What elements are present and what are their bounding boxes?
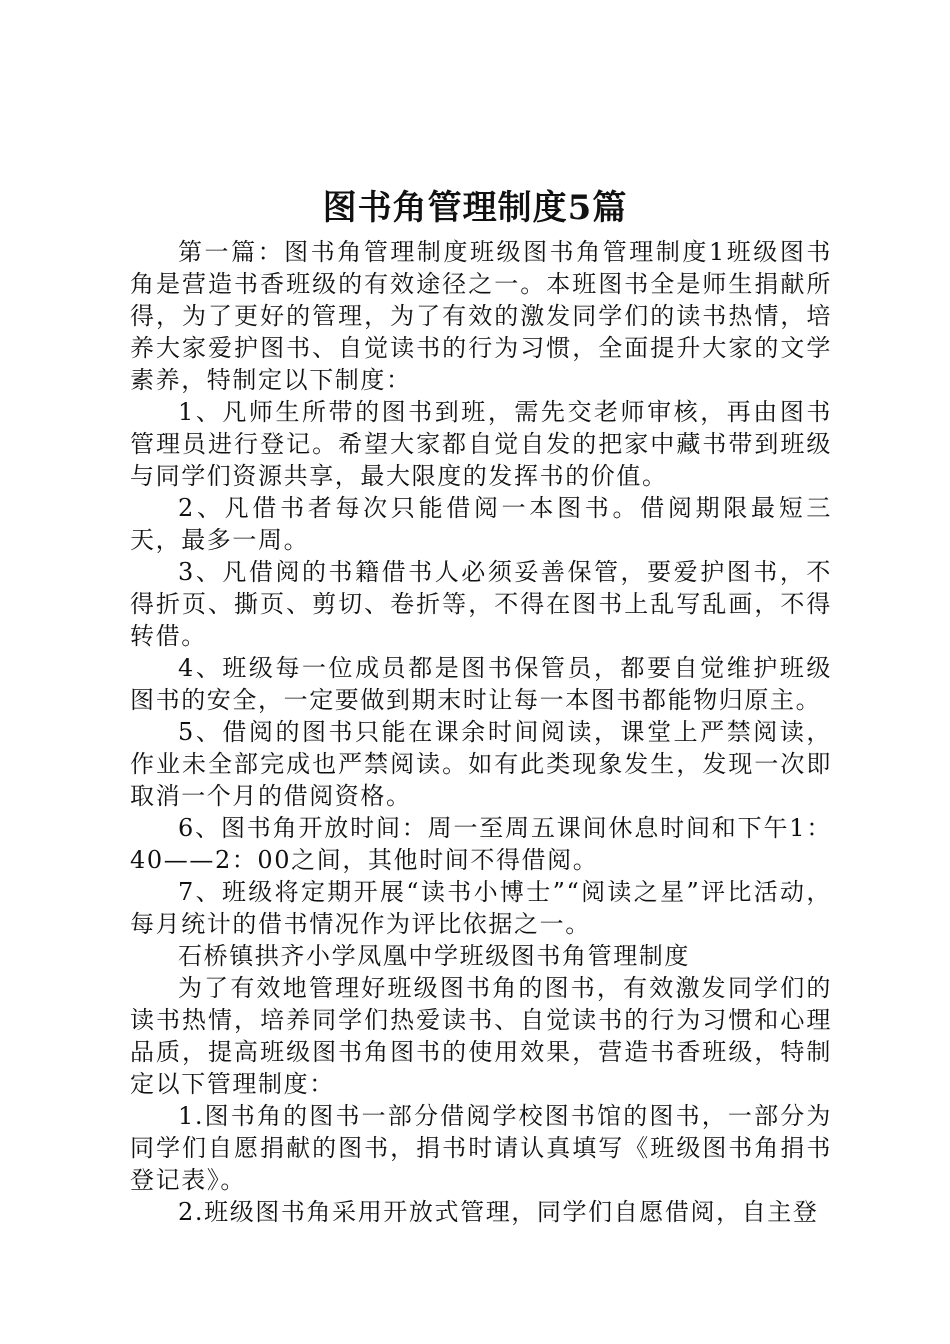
section-heading: 石桥镇拱齐小学凤凰中学班级图书角管理制度 [178, 942, 690, 970]
paragraph-rule-7: 7、班级将定期开展“读书小博士”“阅读之星”评比活动，每月统计的借书情况作为评比依据之一。 [130, 878, 832, 938]
document-body [130, 236, 832, 1228]
paragraph-rule-5: 5、借阅的图书只能在课余时间阅读，课堂上严禁阅读，作业未全部完成也严禁阅读。如有此类现象发生，发现一次即取消一个月的借阅资格。 [130, 718, 832, 810]
paragraph-rule-3: 3、凡借阅的书籍借书人必须妥善保管，要爱护图书，不得折页、撕页、剪切、卷折等，不得在图书上乱写乱画，不得转借。 [130, 558, 832, 650]
paragraph-rule-2: 2、凡借书者每次只能借阅一本图书。借阅期限最短三天，最多一周。 [130, 494, 832, 554]
paragraph-rule-4: 4、班级每一位成员都是图书保管员，都要自觉维护班级图书的安全，一定要做到期末时让每一本图书都能物归原主。 [130, 654, 832, 714]
paragraph-section-intro: 为了有效地管理好班级图书角的图书，有效激发同学们的读书热情，培养同学们热爱读书、自觉读书的行为习惯和心理品质，提高班级图书角图书的使用效果，营造书香班级，特制定以下管理制度： [130, 974, 832, 1098]
document-title: 图书角管理制度5篇 [322, 188, 628, 228]
paragraph-rule-1: 1、凡师生所带的图书到班，需先交老师审核，再由图书管理员进行登记。希望大家都自觉自发的把家中藏书带到班级与同学们资源共享，最大限度的发挥书的价值。 [130, 398, 832, 490]
paragraph-section-rule-1: 1.图书角的图书一部分借阅学校图书馆的图书，一部分为同学们自愿捐献的图书，捐书时请认真填写《班级图书角捐书登记表》。 [130, 1102, 832, 1194]
paragraph-rule-6: 6、图书角开放时间：周一至周五课间休息时间和下午1：40——2：00之间，其他时间不得借阅。 [130, 814, 832, 874]
paragraph-intro: 第一篇：图书角管理制度班级图书角管理制度1班级图书角是营造书香班级的有效途径之一。本班图书全是师生捐献所得，为了更好的管理，为了有效的激发同学们的读书热情，培养大家爱护图书、自觉读书的行为习惯，全面提升大家的文学素养，特制定以下制度： [130, 238, 832, 394]
paragraph-section-rule-2: 2.班级图书角采用开放式管理，同学们自愿借阅，自主登 [178, 1198, 819, 1226]
